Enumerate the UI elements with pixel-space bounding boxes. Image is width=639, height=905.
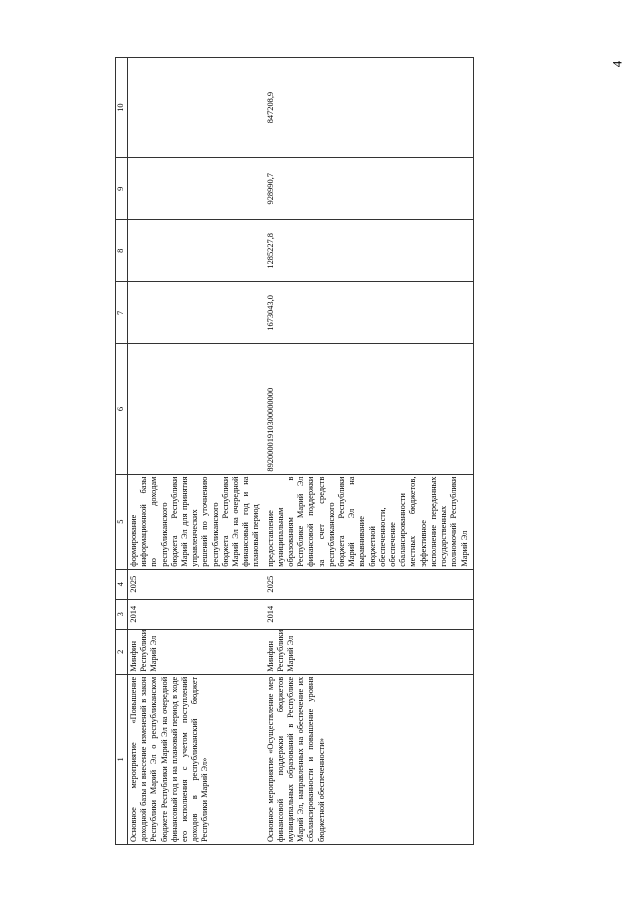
amount-cell <box>128 282 265 344</box>
column-header: 2 <box>116 629 128 674</box>
table-frame <box>115 57 527 845</box>
amount-cell: 1285227,8 <box>265 220 474 282</box>
event-name-cell: Основное мероприятие «Осуществление мер финансовой поддержки бюджетов муниципальных образований в Республике Марий Эл, направленных на обеспечение их сбалансированности и повышение уровня бюджетной обеспеченности» <box>265 674 474 844</box>
table-header-row <box>116 58 128 845</box>
amount-cell: 1673043,0 <box>265 282 474 344</box>
budget-code-cell <box>128 344 265 474</box>
table-row <box>265 58 474 845</box>
column-header: 7 <box>116 282 128 344</box>
column-header: 6 <box>116 344 128 474</box>
amount-cell <box>128 158 265 220</box>
program-events-table <box>115 57 474 845</box>
table-row <box>128 58 265 845</box>
amount-cell: 847208,9 <box>265 58 474 158</box>
expected-result-cell: предоставление муниципальным образованиям в Республике Марий Эл финансовой поддержки за счет средств республиканского бюджета Республики Марий Эл на выравнивание бюджетной обеспеченности, обеспечение сбалансированности местных бюджетов, эффективное исполнение переданных государственных полномочий Республики Марий Эл <box>265 474 474 569</box>
column-header: 9 <box>116 158 128 220</box>
column-header: 4 <box>116 569 128 599</box>
column-header: 3 <box>116 599 128 629</box>
end-year-cell: 2025 <box>128 569 265 599</box>
event-name-cell: Основное мероприятие «Повышение доходной базы и внесение изменений в закон Республики Марий Эл о республиканском бюджете Республики Марий Эл на очередной финансовый год и на плановый период в ходе его исполнения с учетом поступлений доходов в республиканский бюджет Республики Марий Эл» <box>128 674 265 844</box>
start-year-cell: 2014 <box>265 599 474 629</box>
amount-cell <box>128 220 265 282</box>
start-year-cell: 2014 <box>128 599 265 629</box>
page-number: 4 <box>609 60 625 68</box>
executor-cell: Минфин Республики Марий Эл <box>128 629 265 674</box>
end-year-cell: 2025 <box>265 569 474 599</box>
budget-code-cell: 89200001910300000000 <box>265 344 474 474</box>
executor-cell: Минфин Республики Марий Эл <box>265 629 474 674</box>
column-header: 8 <box>116 220 128 282</box>
amount-cell: 928990,7 <box>265 158 474 220</box>
column-header: 1 <box>116 674 128 844</box>
column-header: 5 <box>116 474 128 569</box>
amount-cell <box>128 58 265 158</box>
expected-result-cell: формирование информационной базы по доходам республиканского бюджета Республики Марий Эл для принятия управленческих решений по уточнению республиканского бюджета Республики Марий Эл на очередной финансовый год и на плановый период <box>128 474 265 569</box>
column-header: 10 <box>116 58 128 158</box>
